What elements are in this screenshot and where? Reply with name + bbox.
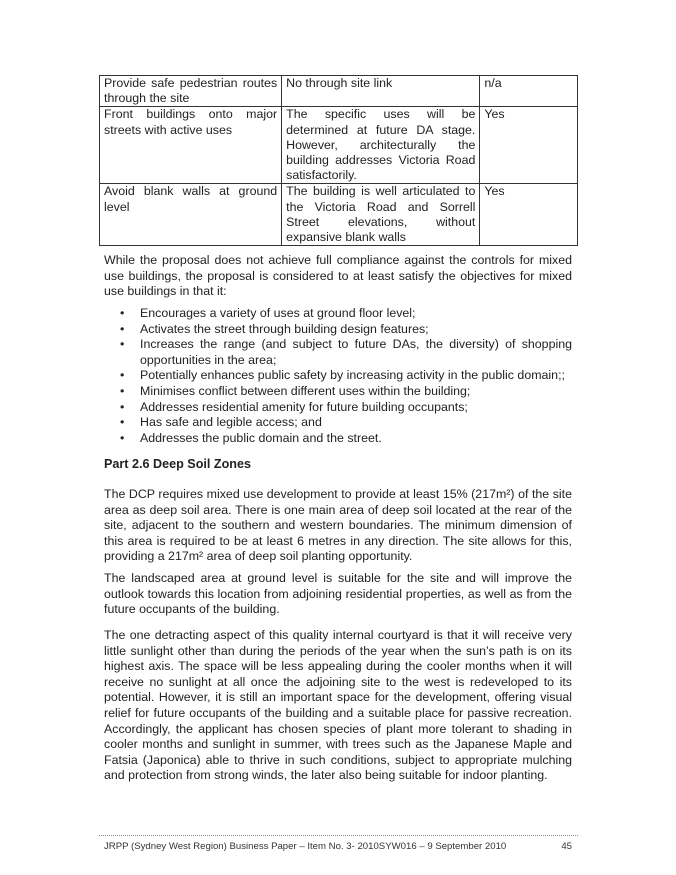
objectives-list	[104, 306, 572, 446]
page-number: 45	[561, 841, 572, 852]
complies-cell: n/a	[480, 76, 578, 107]
footer-divider	[99, 835, 578, 836]
section-heading: Part 2.6 Deep Soil Zones	[104, 457, 251, 471]
list-item: • Addresses residential amenity for future building occupants;	[120, 399, 468, 414]
list-item: • Addresses the public domain and the street.	[120, 430, 382, 445]
footer-text: JRPP (Sydney West Region) Business Paper – Item No. 3- 2010SYW016 – 9 September 2010	[104, 841, 507, 852]
comment-cell: The building is well articulated to the Victoria Road and Sorrell Street elevations, without expansive blank walls	[282, 184, 480, 246]
paragraph-deep-soil-requirement: The DCP requires mixed use development to provide at least 15% (217m²) of the site area as deep soil area. There is one main area of deep soil located at the rear of the site, adjacent to the southern and western boundaries. The minimum dimension of this area is required to be at least 6 metres in any direction. The site allows for this, providing a 217m² area of deep soil planting opportunity.	[104, 487, 572, 564]
compliance-table	[99, 75, 578, 246]
criterion-cell: Front buildings onto major streets with active uses	[100, 107, 282, 184]
bullet-icon: •	[120, 383, 125, 398]
paragraph-courtyard: The one detracting aspect of this quality internal courtyard is that it will receive very little sunlight other than during the periods of the year when the sun’s path is on its highest axis. The space will be less appealing during the cooler months when it will receive no sunlight at all once the adjoining site to the west is redeveloped to its potential. However, it is still an important space for the development, offering visual relief for future occupants of the building and a suitable place for passive recreation. Accordingly, the applicant has chosen species of plant more tolerant to shading in cooler months and sunlight in summer, with trees such as the Japanese Maple and Fatsia (Japonica) able to thrive in such conditions, subject to appropriate mulching and protection from strong winds, the later also being suitable for indoor planting.	[104, 628, 572, 783]
bullet-icon: •	[120, 337, 125, 352]
comment-cell: No through site link	[282, 76, 480, 107]
bullet-icon: •	[120, 430, 125, 445]
bullet-icon: •	[120, 321, 125, 336]
list-item: • Activates the street through building design features;	[120, 321, 429, 336]
table-row	[100, 107, 578, 184]
criterion-cell: Provide safe pedestrian routes through the site	[100, 76, 282, 107]
page-footer	[104, 841, 572, 852]
bullet-icon: •	[120, 399, 125, 414]
list-item: • Increases the range (and subject to future DAs, the diversity) of shopping opportunities in the area;	[120, 337, 572, 367]
bullet-icon: •	[120, 368, 125, 383]
criterion-cell: Avoid blank walls at ground level	[100, 184, 282, 246]
list-item: • Minimises conflict between different uses within the building;	[120, 383, 471, 398]
list-item: • Has safe and legible access; and	[120, 415, 322, 430]
paragraph-landscaped-area: The landscaped area at ground level is suitable for the site and will improve the outlook towards this location from adjoining residential properties, as well as from the future occupants of the building.	[104, 571, 572, 617]
bullet-icon: •	[120, 306, 125, 320]
comment-cell: The specific uses will be determined at future DA stage. However, architecturally the building addresses Victoria Road satisfactorily.	[282, 107, 480, 184]
intro-paragraph: While the proposal does not achieve full compliance against the controls for mixed use buildings, the proposal is considered to at least satisfy the objectives for mixed use buildings in that it:	[104, 253, 572, 299]
table-row	[100, 76, 578, 107]
bullet-icon: •	[120, 415, 125, 430]
table-row	[100, 184, 578, 246]
list-item: • Encourages a variety of uses at ground floor level;	[120, 306, 416, 320]
complies-cell: Yes	[480, 184, 578, 246]
complies-cell: Yes	[480, 107, 578, 184]
list-item: • Potentially enhances public safety by increasing activity in the public domain;;	[120, 368, 565, 383]
